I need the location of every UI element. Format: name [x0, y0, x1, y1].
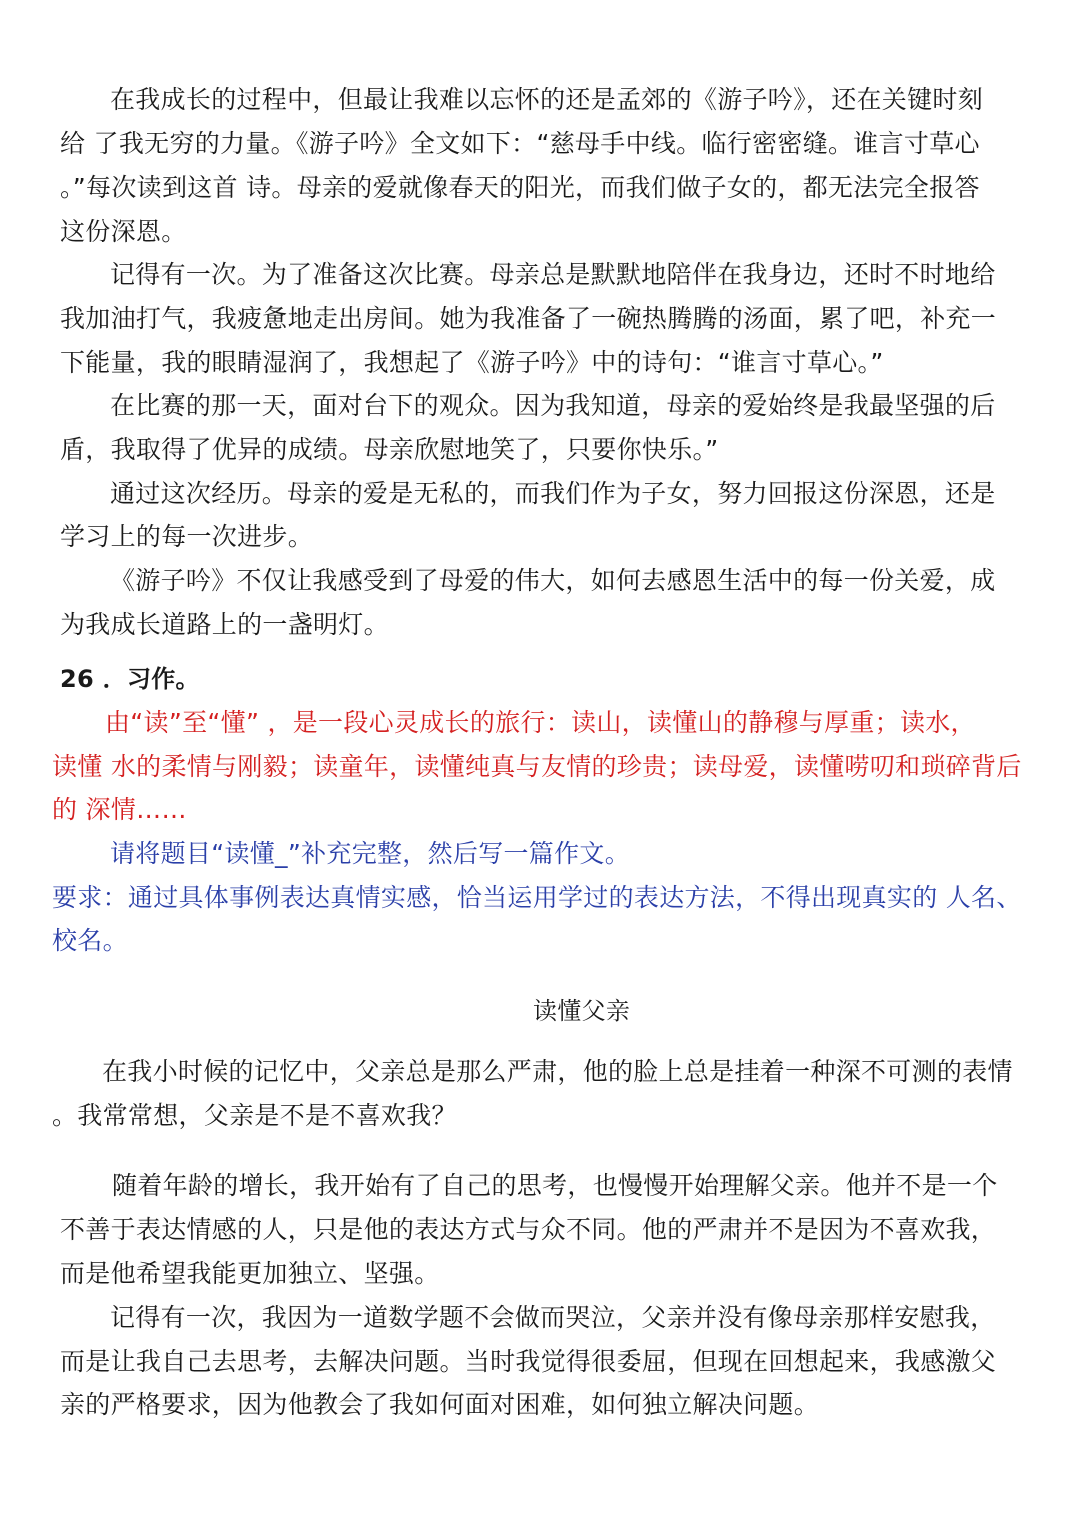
essay2-line: 。我常常想，父亲是不是不喜欢我？	[52, 1101, 457, 1130]
essay1-line: 在比赛的那一天，面对台下的观众。因为我知道，母亲的爱始终是我最坚强的后	[110, 391, 996, 420]
essay1-line: 我加油打气，我疲惫地走出房间。她为我准备了一碗热腾腾的汤面，累了吧，补充一	[60, 304, 997, 333]
question-prompt-line: 读懂 水的柔情与刚毅；读童年，读懂纯真与友情的珍贵；读母爱，读懂唠叨和琐碎背后	[52, 752, 1022, 781]
question-prompt-line: 的 深情……	[52, 795, 187, 824]
essay1-line: 盾，我取得了优异的成绩。母亲欣慰地笑了，只要你快乐。”	[60, 435, 719, 464]
essay1-line: 学习上的每一次进步。	[60, 522, 314, 551]
essay2-line: 记得有一次，我因为一道数学题不会做而哭泣，父亲并没有像母亲那样安慰我，	[110, 1303, 996, 1332]
essay1-line: 通过这次经历。母亲的爱是无私的，而我们作为子女，努力回报这份深恩，还是	[110, 479, 996, 508]
essay1-line: 《游子吟》不仅让我感受到了母爱的伟大，如何去感恩生活中的每一份关爱，成	[110, 566, 996, 595]
essay2-title: 读懂父亲	[533, 997, 631, 1025]
essay2-line: 亲的严格要求，因为他教会了我如何面对困难，如何独立解决问题。	[60, 1390, 820, 1419]
essay1-line: 在我成长的过程中，但最让我难以忘怀的还是孟郊的《游子吟》，还在关键时刻	[110, 85, 984, 114]
question-requirement-line: 要求：通过具体事例表达真情实感，恰当运用学过的表达方法，不得出现真实的 人名、	[52, 883, 1022, 912]
essay2-line: 在我小时候的记忆中，父亲总是那么严肃，他的脸上总是挂着一种深不可测的表情	[102, 1057, 1013, 1086]
essay1-line: 下能量，我的眼睛湿润了，我想起了《游子吟》中的诗句：“谁言寸草心。”	[60, 348, 884, 377]
essay1-line: 记得有一次。为了准备这次比赛。母亲总是默默地陪伴在我身边，还时不时地给	[110, 260, 996, 289]
question-instruction: 请将题目“读懂_”补充完整，然后写一篇作文。	[110, 839, 631, 868]
question-heading: 26 ．习作。	[60, 665, 200, 693]
essay2-line: 不善于表达情感的人，只是他的表达方式与众不同。他的严肃并不是因为不喜欢我，	[60, 1215, 997, 1244]
essay1-line: 这份深恩。	[60, 217, 187, 246]
essay2-line: 而是他希望我能更加独立、坚强。	[60, 1259, 440, 1288]
question-requirement-line: 校名。	[52, 926, 128, 955]
essay1-line: 。”每次读到这首 诗。母亲的爱就像春天的阳光，而我们做子女的，都无法完全报答	[60, 173, 980, 202]
essay1-line: 为我成长道路上的一盏明灯。	[60, 610, 389, 639]
question-prompt-line: 由“读”至“懂” ，是一段心灵成长的旅行：读山，读懂山的静穆与厚重；读水，	[105, 708, 976, 737]
essay1-line: 给 了我无穷的力量。《游子吟》全文如下：“慈母手中线。临行密密缝。谁言寸草心	[60, 129, 980, 158]
essay2-line: 而是让我自己去思考，去解决问题。当时我觉得很委屈，但现在回想起来，我感激父	[60, 1347, 997, 1376]
essay2-line: 随着年龄的增长，我开始有了自己的思考，也慢慢开始理解父亲。他并不是一个	[112, 1171, 998, 1200]
